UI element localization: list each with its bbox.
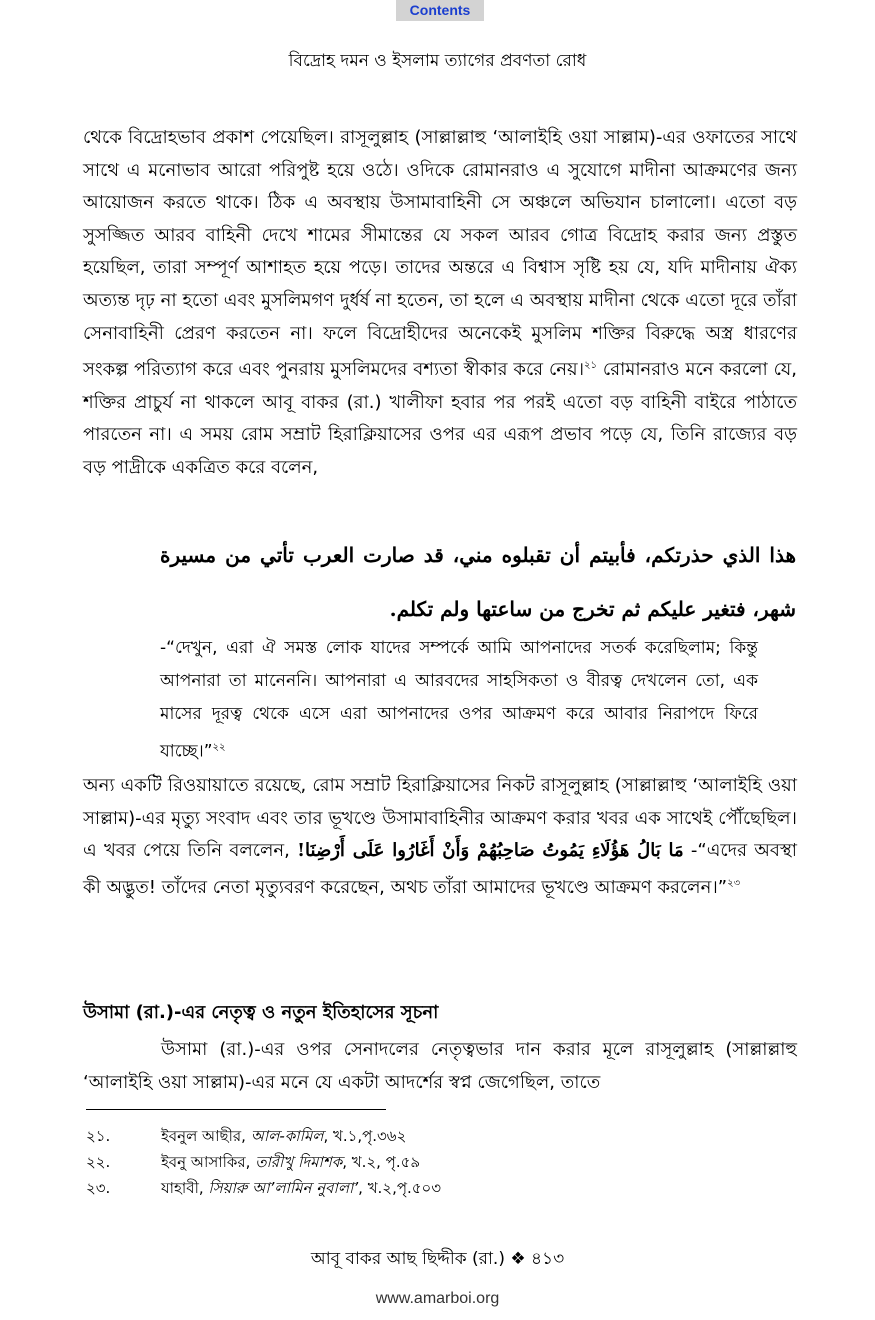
paragraph-text-continued: -“এদের অবস্থা কী অদ্ভুত! তাঁদের নেতা মৃত্যুবরণ করেছেন, অথচ তাঁরা আমাদের ভূখণ্ডে আক্রমণ করলেন।” bbox=[83, 840, 797, 898]
site-link[interactable]: www.amarboi.org bbox=[375, 1290, 500, 1307]
footnote-ref: , খ.২, পৃ.৫৯ bbox=[342, 1153, 421, 1171]
running-title: বিদ্রোহ দমন ও ইসলাম ত্যাগের প্রবণতা রোধ bbox=[288, 51, 587, 71]
footnote-number: ২১. bbox=[86, 1127, 111, 1145]
page-folio: আবূ বাকর আছ ছিদ্দীক (রা.) ❖ ৪১৩ bbox=[310, 1249, 565, 1269]
footnote-title: সিয়ারু আ’লামিন নুবালা’ bbox=[208, 1179, 359, 1197]
footnote-ref-21[interactable]: ২১ bbox=[584, 360, 598, 372]
footnote-author: ইবনুল আছীর, bbox=[161, 1127, 251, 1145]
footnote-author: যাহাবী, bbox=[161, 1179, 209, 1197]
footnote-title: আল-কামিল bbox=[250, 1127, 324, 1145]
paragraph-text: অন্য একটি রিওয়ায়াতে রয়েছে, রোম সম্রাট হিরাক্লিয়াসের নিকট রাসূলুল্লাহ (সাল্লাল্লাহু ‘আলাইহি ওয়া সাল্লাম)-এর মৃত্যু সংবাদ এবং তার ভূখণ্ডে উসামাবাহিনীর আক্রমণ করার খবর এক সাথেই পৌঁছেছিল। এ খবর পেয়ে তিনি বললেন, bbox=[83, 775, 797, 862]
footnote-text bbox=[161, 1123, 406, 1149]
arabic-inline-quote: مَا بَالُ هَؤُلَاءِ يَمُوتُ صَاحِبُهُمْ وَأَنْ أَغَارُوا عَلَى أَرْضِنَا! bbox=[297, 840, 684, 862]
footnotes-list bbox=[86, 1123, 786, 1201]
body-paragraph-2 bbox=[83, 770, 797, 904]
paragraph-text: থেকে বিদ্রোহভাব প্রকাশ পেয়েছিল। রাসূলুল্লাহ (সাল্লাল্লাহু ‘আলাইহি ওয়া সাল্লাম)-এর ওফাতের সাথে সাথে এ মনোভাব আরো পরিপুষ্ট হয়ে ওঠে। ওদিকে রোমানরাও এ সুযোগে মাদীনা আক্রমণের জন্য আয়োজন করতে থাকে। ঠিক এ অবস্থায় উসামাবাহিনী সে অঞ্চলে অভিযান চালালো। এতো বড় সুসজ্জিত আরব বাহিনী দেখে শামের সীমান্তের যে সকল আরব গোত্র বিদ্রোহ করার জন্য প্রস্তুত হয়েছিল, তারা সম্পূর্ণ আশাহত হয়ে পড়ে। তাদের অন্তরে এ বিশ্বাস সৃষ্টি হয় যে, যদি মাদীনায় ঐক্য অত্যন্ত দৃঢ় না হতো এবং মুসলিমগণ দুর্ধর্ষ না হতেন, তা হলে এ অবস্থায় মাদীনা থেকে এতো দূরে তাঁরা সেনাবাহিনী প্রেরণ করতেন না। ফলে বিদ্রোহীদের অনেকেই মুসলিম শক্তির বিরুদ্ধে অস্ত্র ধারণের সংকল্প পরিত্যাগ করে এবং পুনরায় মুসলিমদের বশ্যতা স্বীকার করে নেয়। bbox=[83, 127, 797, 381]
footnote-ref-22[interactable]: ২২ bbox=[212, 742, 226, 753]
footnote-number: ২২. bbox=[86, 1153, 111, 1171]
paragraph-text-continued: রোমানরাও মনে করলো যে, শক্তির প্রাচুর্য না থাকলে আবূ বাকর (রা.) খালীফা হবার পর পরই এতো বড় বাহিনী বাইরে পাঠাতে পারতেন না। এ সময় রোম সম্রাট হিরাক্লিয়াসের ওপর এর এরূপ প্রভাব পড়ে যে, তিনি রাজ্যের বড় বড় পাদ্রীকে একত্রিত করে বলেন, bbox=[83, 359, 797, 478]
arabic-quote: هذا الذي حذرتكم، فأبيتم أن تقبلوه مني، قد صارت العرب تأتي من مسيرة شهر، فتغير عليكم ثم تخرج من ساعتها ولم تكلم. bbox=[160, 543, 796, 621]
footnote-text bbox=[161, 1175, 441, 1201]
footnote-author: ইবনু আসাকির, bbox=[161, 1153, 256, 1171]
footnote-text bbox=[161, 1149, 420, 1175]
footnote-ref-23[interactable]: ২৩ bbox=[727, 877, 741, 889]
footnote-number: ২৩. bbox=[86, 1179, 111, 1197]
section-heading: উসামা (রা.)-এর নেতৃত্ব ও নতুন ইতিহাসের সূচনা bbox=[83, 1002, 439, 1023]
contents-button[interactable]: Contents bbox=[396, 0, 484, 21]
footnote-item bbox=[86, 1175, 786, 1201]
footnote-item bbox=[86, 1123, 786, 1149]
footnote-ref: , খ.২,পৃ.৫০৩ bbox=[358, 1179, 442, 1197]
translation-quote bbox=[160, 632, 758, 769]
body-paragraph-3: উসামা (রা.)-এর ওপর সেনাদলের নেতৃত্বভার দান করার মূলে রাসূলুল্লাহ (সাল্লাল্লাহু ‘আলাইহি ওয়া সাল্লাম)-এর মনে যে একটা আদর্শের স্বপ্ন জেগেছিল, তাতে bbox=[83, 1039, 797, 1093]
footnote-divider bbox=[86, 1109, 386, 1110]
footnote-title: তারীখু দিমাশক bbox=[255, 1153, 343, 1171]
body-paragraph-1 bbox=[83, 122, 797, 485]
footnote-ref: , খ.১,পৃ.৩৬২ bbox=[323, 1127, 407, 1145]
translation-text: -“দেখুন, এরা ঐ সমস্ত লোক যাদের সম্পর্কে আমি আপনাদের সতর্ক করেছিলাম; কিন্তু আপনারা তা মানেননি। আপনারা এ আরবদের সাহসিকতা ও বীরত্ব দেখলেন তো, এক মাসের দূরত্ব থেকে এসে এরা আপনাদের ওপর আক্রমণ করে আবার নিরাপদে ফিরে যাচ্ছে।” bbox=[160, 638, 758, 762]
footnote-item bbox=[86, 1149, 786, 1175]
